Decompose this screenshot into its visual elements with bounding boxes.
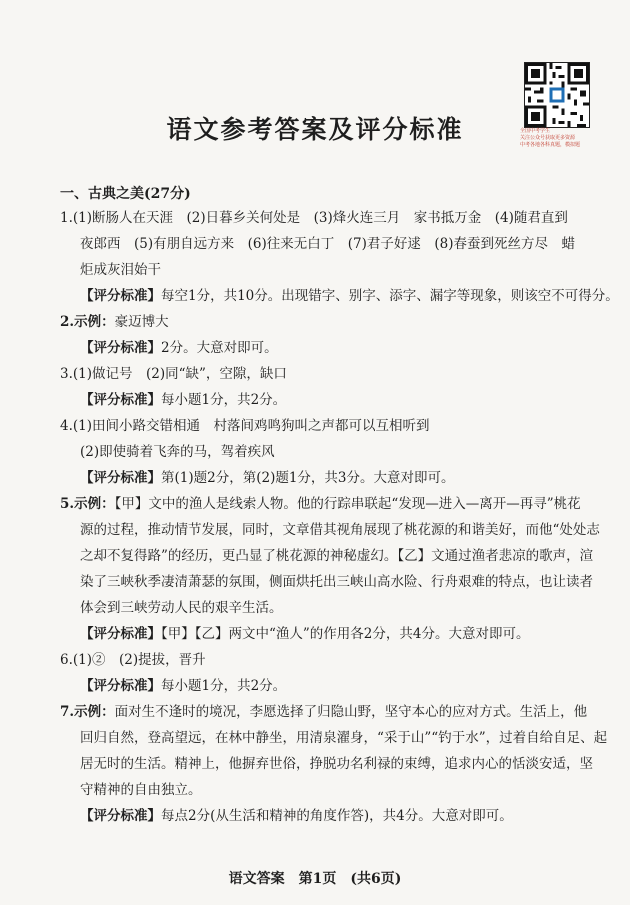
section-heading: 一、古典之美(27分) [60,186,191,202]
qr-caption-line: 中考各地各科真题，模拟题 [520,142,581,148]
scoring-line [60,387,608,413]
line-text: 之却不复得路”的经历，更凸显了桃花源的神秘虚幻。【乙】文通过渔者悲凉的歌声，渲 [80,548,594,564]
line-text: 第(1)题2分，第(2)题1分，共3分。大意对即可。 [161,470,455,486]
line-text: 【甲】【乙】两文中“渔人”的作用各2分，共4分。大意对即可。 [161,626,530,642]
line-text: 炬成灰泪始干 [80,262,161,278]
line-text: 每小题1分，共2分。 [161,678,287,694]
line-text: 居无时的生活。精神上，他摒弃世俗，挣脱功名利禄的束缚，追求内心的恬淡安适，坚 [80,756,593,772]
line-text: 每空1分，共10分。出现错字、别字、添字、漏字等现象，则该空不可得分。 [161,288,619,304]
answer-line [60,725,608,751]
answer-line [60,257,608,283]
scoring-line [60,803,608,829]
page-title: 语文参考答案及评分标准 [166,115,464,144]
answer-line [60,595,608,621]
answer-line [60,517,608,543]
line-text: 3.(1)做记号 (2)同“缺”，空隙，缺口 [60,366,287,382]
scoring-line [60,621,608,647]
answer-line [60,205,608,231]
line-text: 回归自然，登高望远，在林中静坐，用清泉濯身，“采于山”“钓于水”，过着自给自足、起 [80,730,608,746]
line-text: 豪迈博大 [114,314,169,330]
line-text: 1.(1)断肠人在天涯 (2)日暮乡关何处是 (3)烽火连三月 家书抵万金 (4)随君直到 [60,210,568,226]
scoring-line [60,465,608,491]
scoring-label: 【评分标准】 [80,470,161,486]
scoring-label: 【评分标准】 [80,678,161,694]
answer-line [60,309,608,335]
scoring-label: 【评分标准】 [80,288,161,304]
line-text: 体会到三峡劳动人民的艰辛生活。 [80,600,283,616]
answer-line [60,777,608,803]
scoring-label: 【评分标准】 [80,392,161,408]
line-text: 4.(1)田间小路交错相通 村落间鸡鸣狗叫之声都可以互相听到 [60,418,430,434]
answer-line [60,751,608,777]
example-label: 5.示例： [60,496,115,512]
answer-line [60,231,608,257]
line-text: (2)即使骑着飞奔的马，驾着疾风 [80,444,275,460]
answer-line [60,543,608,569]
line-text: 6.(1)② (2)提拔，晋升 [60,652,206,668]
line-text: 守精神的自由独立。 [80,782,202,798]
answer-content [60,205,619,829]
qr-caption-line: 全国中考学生 [520,128,551,134]
answer-line [60,699,608,725]
scoring-line [60,283,619,309]
qr-caption-line: 关注公众号获取更多资源 [520,135,576,141]
answer-line [60,413,608,439]
example-label: 7.示例： [60,704,115,720]
scoring-line [60,673,608,699]
answer-line [60,491,608,517]
line-text: 2分。大意对即可。 [161,340,278,356]
line-text: 每小题1分，共2分。 [161,392,287,408]
scoring-label: 【评分标准】 [80,340,161,356]
scoring-line [60,335,608,361]
scoring-label: 【评分标准】 [80,808,161,824]
line-text: 染了三峡秋季凄清萧瑟的氛围，侧面烘托出三峡山高水险、行舟艰难的特点，也让读者 [80,574,593,590]
scoring-label: 【评分标准】 [80,626,161,642]
line-text: 面对生不逢时的境况，李愿选择了归隐山野，坚守本心的应对方式。生活上，他 [114,704,588,720]
line-text: 【甲】文中的渔人是线索人物。他的行踪串联起“发现—进入—离开—再寻”桃花 [114,496,581,512]
line-text: 夜郎西 (5)有朋自远方来 (6)往来无白丁 (7)君子好逑 (8)春蚕到死丝方尽 蜡 [80,236,575,252]
example-label: 2.示例： [60,314,115,330]
line-text: 每点2分(从生活和精神的角度作答)，共4分。大意对即可。 [161,808,513,824]
answer-line [60,361,608,387]
answer-line [60,569,608,595]
answer-line [60,647,608,673]
page-footer: 语文答案 第1页 (共6页) [228,871,402,887]
line-text: 源的过程，推动情节发展，同时，文章借其视角展现了桃花源的和谐美好，而他“处处志 [80,522,600,538]
answer-line [60,439,608,465]
